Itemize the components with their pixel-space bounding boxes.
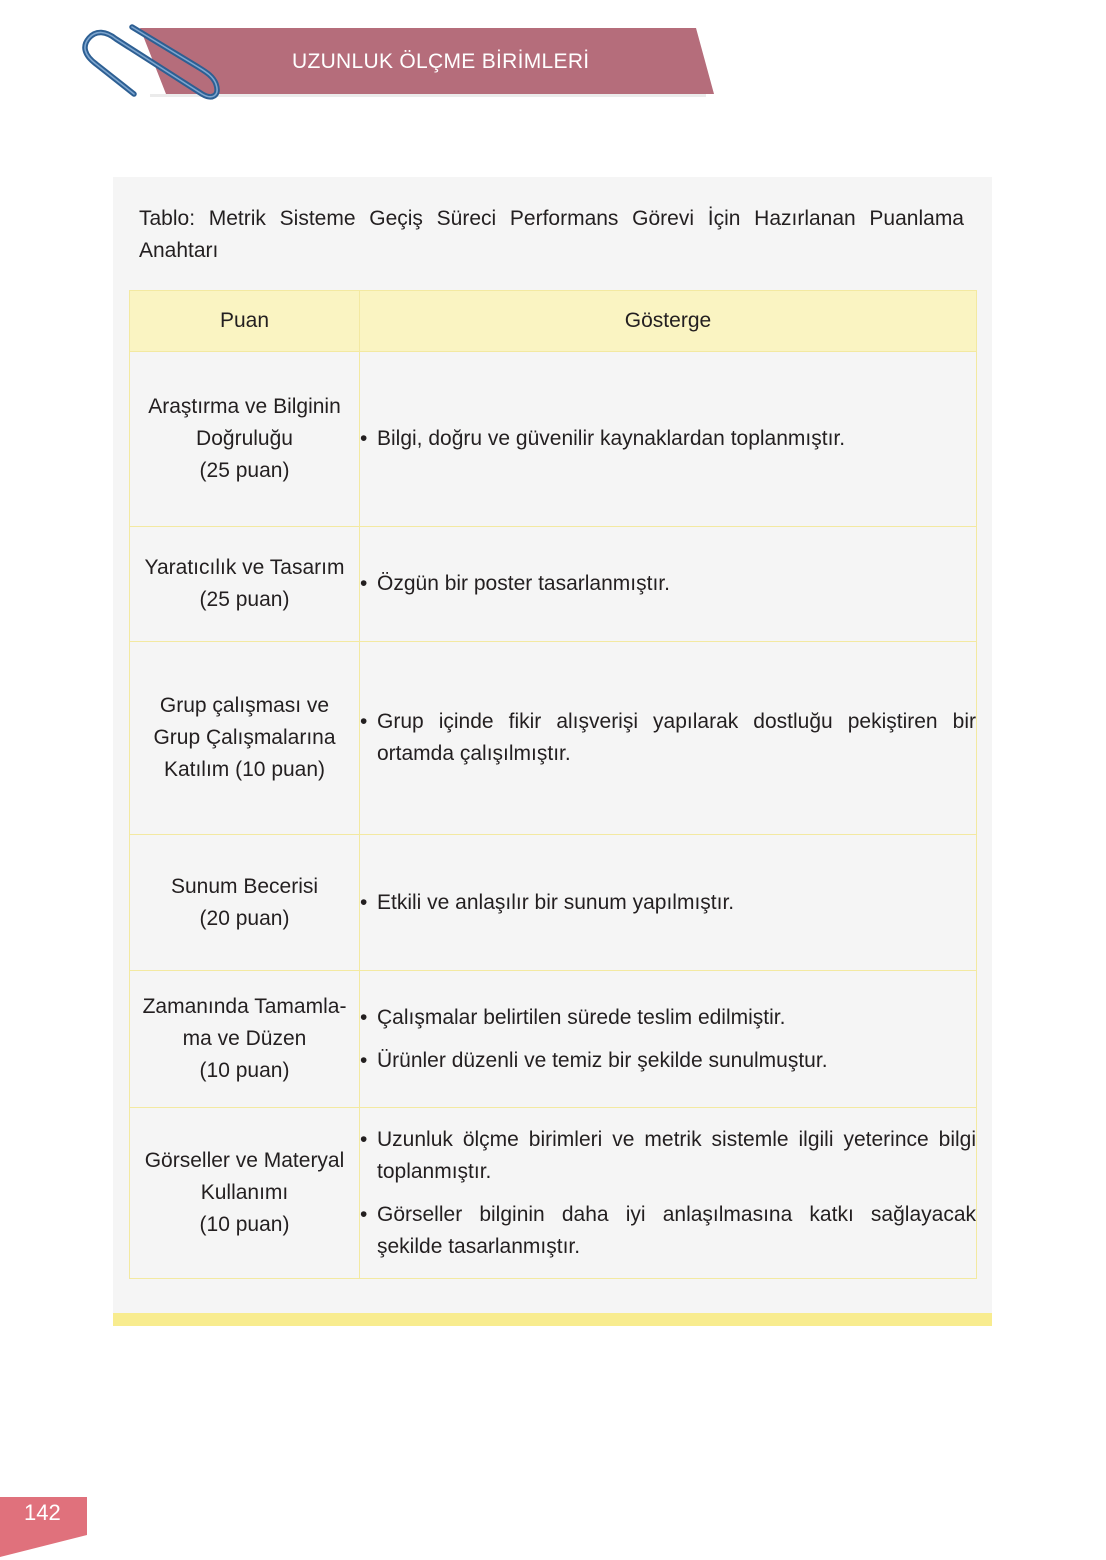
puan-cell (130, 642, 360, 835)
puan-line: (20 puan) (199, 906, 290, 930)
indicator-list (360, 568, 976, 600)
puan-line: Kullanımı (200, 1181, 289, 1204)
indicator-item: • Ürünler düzenli ve temiz bir şekilde sunulmuştur. (360, 1045, 976, 1077)
indicator-list (360, 706, 976, 770)
table-row (130, 352, 977, 527)
puan-line: Grup çalışması ve (159, 694, 330, 717)
puan-line: Görseller ve Materyal (144, 1149, 345, 1172)
puan-cell (130, 1108, 360, 1279)
indicator-item: • Çalışmalar belirtilen sürede teslim edilmiştir. (360, 1002, 976, 1034)
column-header-gosterge: Gösterge (360, 291, 977, 352)
puan-line: Katılım (10 puan) (163, 758, 326, 781)
table-header-row (130, 291, 977, 352)
indicator-list (360, 1002, 976, 1077)
page-title: UZUNLUK ÖLÇME BİRİMLERİ (292, 50, 590, 73)
puan-cell (130, 527, 360, 642)
gosterge-cell (360, 352, 977, 527)
puan-line: (25 puan) (199, 588, 290, 611)
indicator-item: • Bilgi, doğru ve güvenilir kaynaklardan toplanmıştır. (360, 423, 976, 455)
table-row (130, 642, 977, 835)
table-row (130, 835, 977, 971)
indicator-list (360, 1124, 976, 1263)
puan-line: (10 puan) (199, 1213, 290, 1236)
gosterge-cell (360, 527, 977, 642)
table-row (130, 527, 977, 642)
puan-line: Grup Çalışmalarına (153, 726, 336, 749)
puan-line: ma ve Düzen (182, 1027, 307, 1050)
indicator-item: • Grup içinde fikir alışverişi yapılarak dostluğu pekiştiren bir ortamda çalışılmıştır. (360, 706, 976, 770)
puan-cell (130, 971, 360, 1108)
puan-line: Yaratıcılık ve Tasarım (144, 556, 345, 579)
indicator-list (360, 423, 976, 455)
column-header-puan: Puan (130, 291, 360, 352)
scoring-rubric-table (129, 290, 977, 1279)
indicator-item: • Uzunluk ölçme birimleri ve metrik sistemle ilgili yeterince bilgi toplanmıştır. (360, 1124, 976, 1188)
gosterge-cell (360, 971, 977, 1108)
puan-line: Sunum Becerisi (170, 874, 319, 898)
table-row (130, 1108, 977, 1279)
puan-line: (10 puan) (199, 1059, 290, 1082)
gosterge-cell (360, 835, 977, 971)
puan-line: (25 puan) (199, 459, 290, 482)
puan-line: Zamanında Tamamla- (142, 995, 347, 1018)
indicator-list (360, 887, 976, 919)
paperclip-icon (74, 20, 224, 100)
indicator-item: • Etkili ve anlaşılır bir sunum yapılmıştır. (360, 887, 976, 919)
gosterge-cell (360, 1108, 977, 1279)
panel-bottom-strip (113, 1313, 992, 1326)
puan-line: Doğruluğu (196, 427, 293, 450)
indicator-item: • Özgün bir poster tasarlanmıştır. (360, 568, 976, 600)
table-caption: Tablo: Metrik Sisteme Geçiş Süreci Performans Görevi İçin Hazırlanan Puanlama Anahtarı (139, 207, 964, 262)
puan-line: Araştırma ve Bilginin (148, 395, 341, 418)
header-banner-shadow (150, 94, 706, 97)
page-number: 142 (24, 1500, 61, 1525)
table-row (130, 971, 977, 1108)
puan-cell (130, 352, 360, 527)
gosterge-cell (360, 642, 977, 835)
puan-cell (130, 835, 360, 971)
indicator-item: • Görseller bilginin daha iyi anlaşılmasına katkı sağlayacak şekilde tasarlanmıştır. (360, 1199, 976, 1263)
